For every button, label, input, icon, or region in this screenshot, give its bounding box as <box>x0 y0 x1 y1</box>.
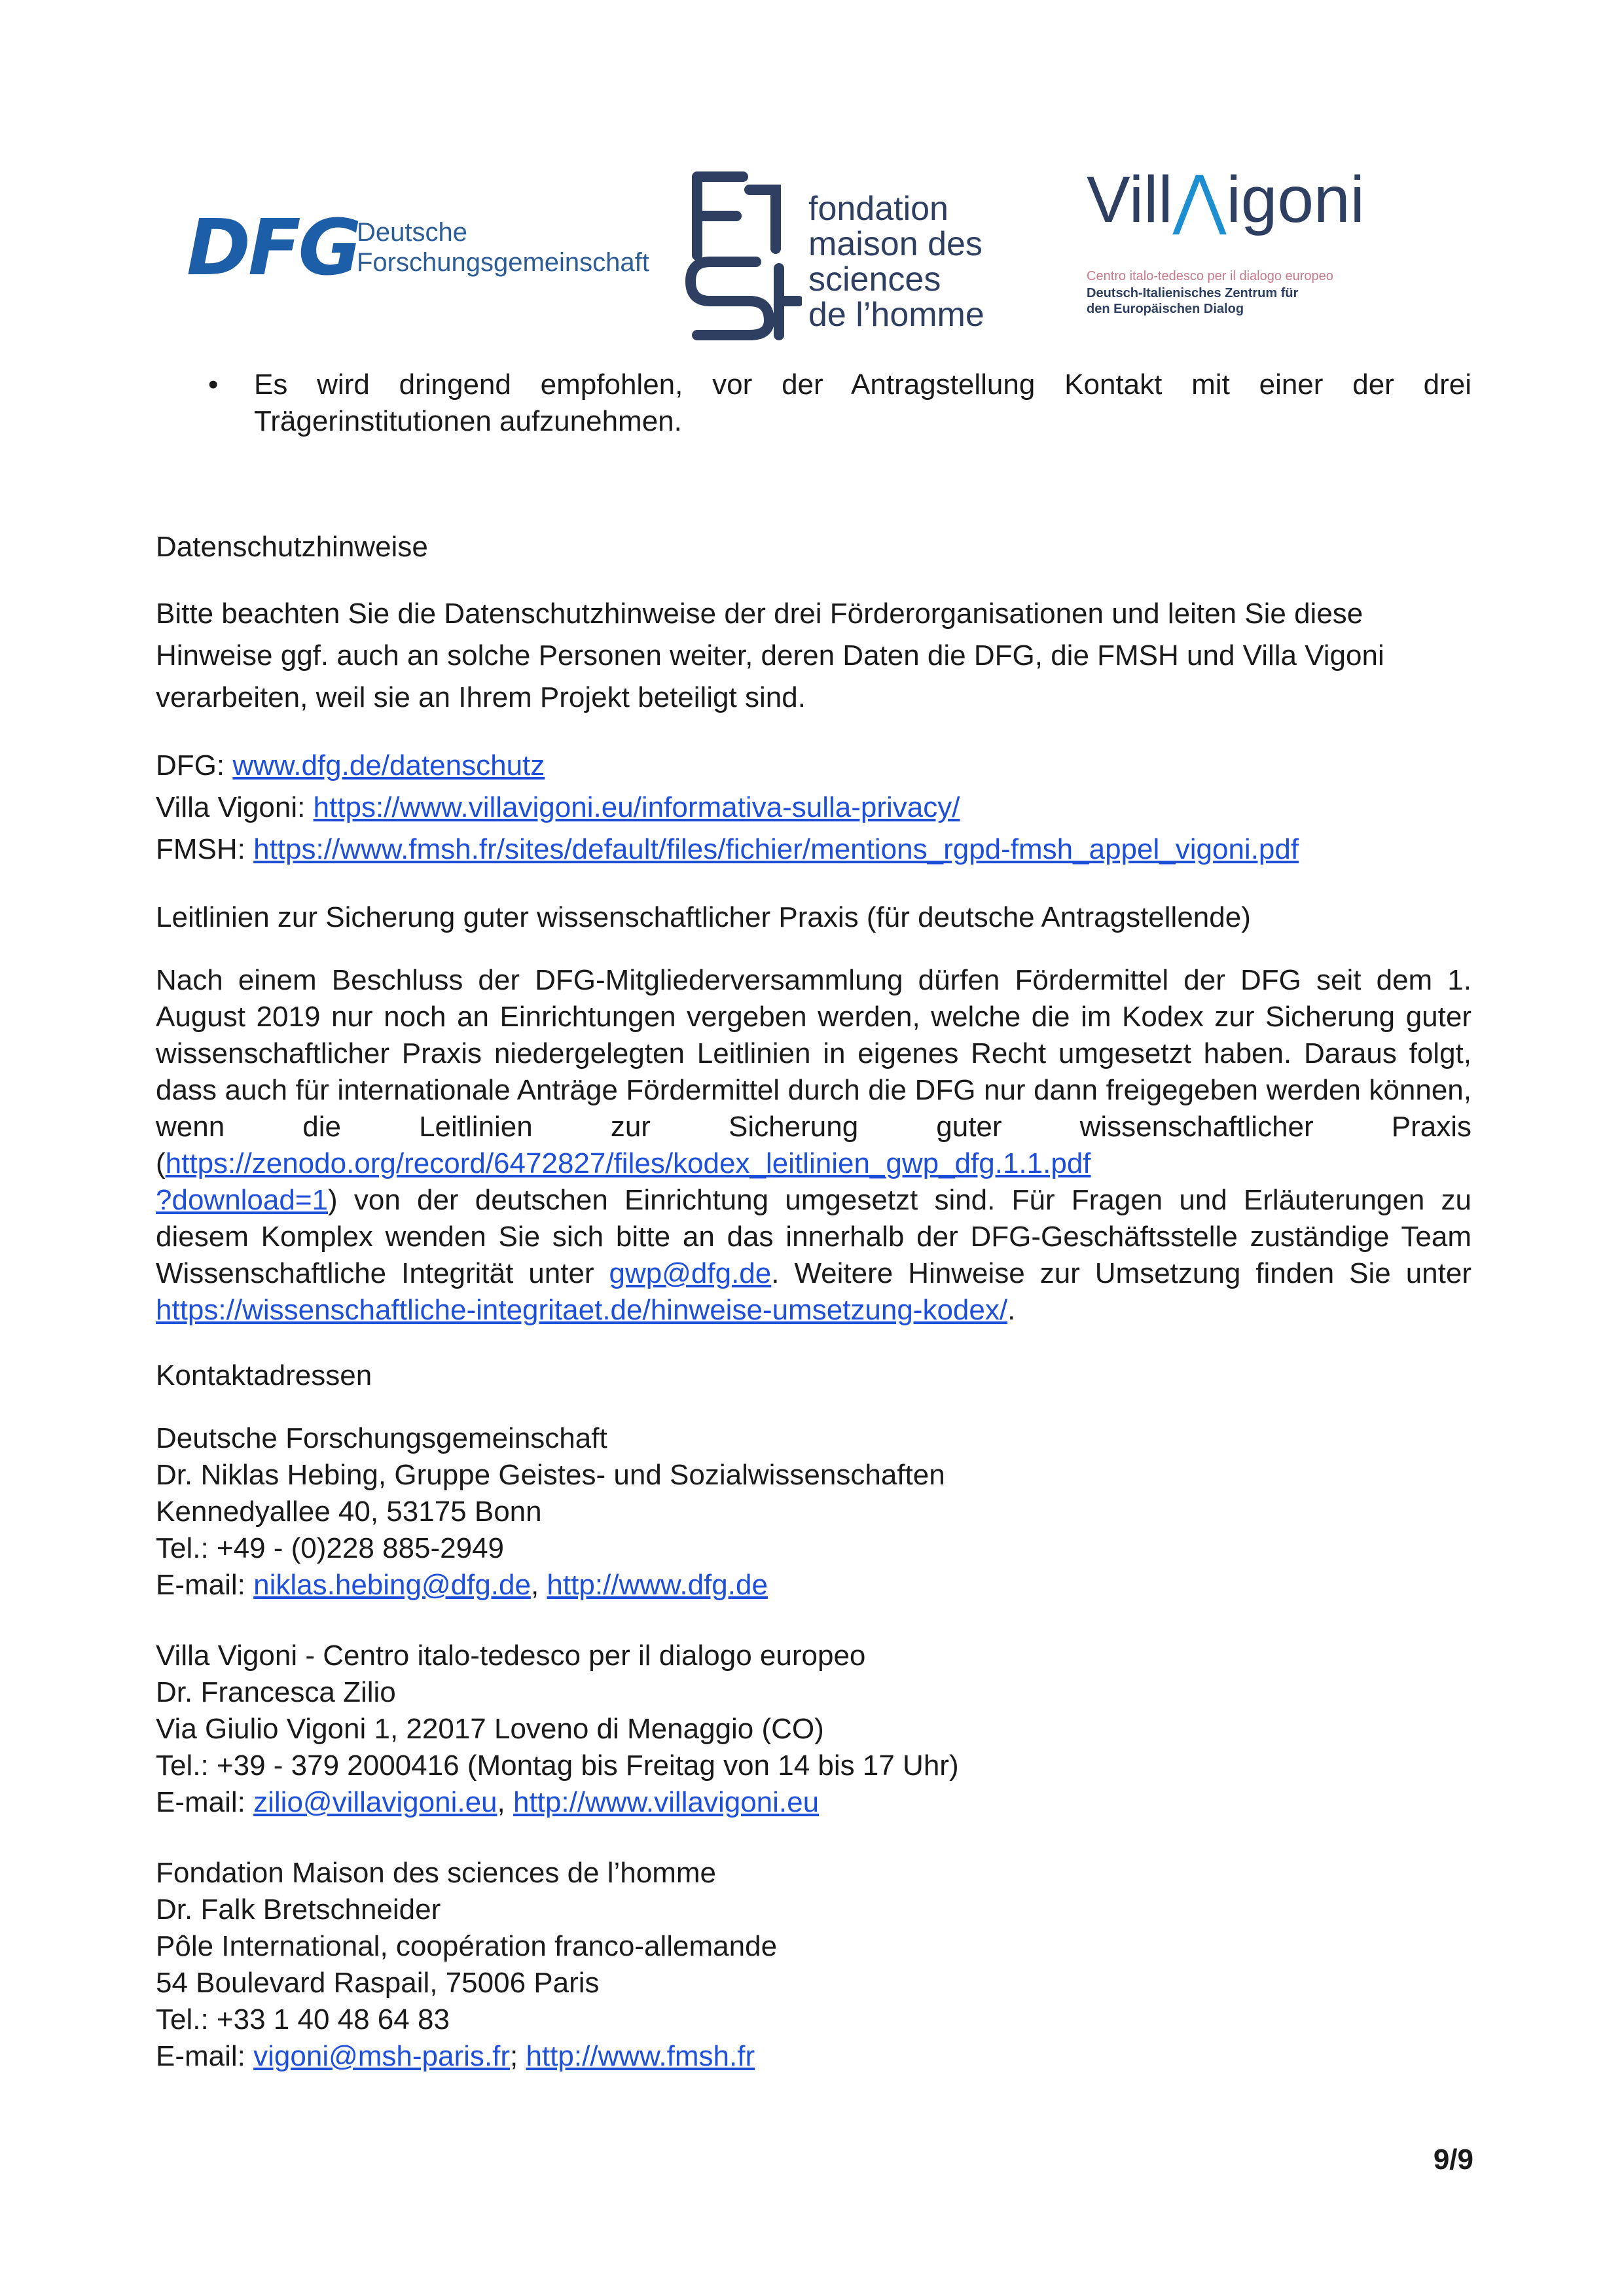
privacy-link-dfg-label: DFG: <box>156 749 233 781</box>
fmsh-logo <box>671 164 1011 347</box>
contact-vv-address: Via Giulio Vigoni 1, 22017 Loveno di Menaggio (CO) <box>156 1713 824 1745</box>
privacy-link-vv-label: Villa Vigoni: <box>156 791 314 823</box>
dfg-logo <box>187 202 649 293</box>
kodex-link-b: ?download=1 <box>156 1184 329 1216</box>
contact-fmsh-tel: Tel.: +33 1 40 48 64 83 <box>156 2003 450 2036</box>
contact-fmsh-email[interactable]: vigoni@msh-paris.fr <box>253 2040 510 2072</box>
contact-dfg-sep: , <box>530 1569 547 1601</box>
contact-fmsh-email-line <box>156 2038 1471 2075</box>
gwp-email-link[interactable]: gwp@dfg.de <box>609 1257 772 1289</box>
contact-dfg <box>156 1420 1471 1604</box>
contact-dfg-org: Deutsche Forschungsgemeinschaft <box>156 1422 607 1454</box>
privacy-link-fmsh <box>156 829 1471 870</box>
integritaet-link[interactable]: https://wissenschaftliche-integritaet.de/hinweise-umsetzung-kodex/ <box>156 1294 1008 1326</box>
privacy-link-vv <box>156 787 1471 829</box>
guidelines-part4: . <box>1007 1294 1016 1326</box>
fmsh-logo-line1: fondation <box>808 190 948 228</box>
privacy-heading: Datenschutzhinweise <box>156 531 428 563</box>
contact-dfg-web[interactable]: http://www.dfg.de <box>547 1569 768 1601</box>
privacy-link-fmsh-url[interactable]: https://www.fmsh.fr/sites/default/files/fichier/mentions_rgpd-fmsh_appel_vigoni.pdf <box>253 833 1299 865</box>
fmsh-logo-line2: maison des <box>808 225 983 263</box>
privacy-link-dfg-url[interactable]: www.dfg.de/datenschutz <box>232 749 545 781</box>
guidelines-part1: Nach einem Beschluss der DFG-Mitgliederversammlung dürfen Fördermittel der DFG seit dem 1. August 2019 nur noch an Einrichtungen vergeben werden, welche die im Kodex zur Sicherung guter wissenschaftlicher Praxis niedergelegten Leitlinien in eigenes Recht umgesetzt haben. Daraus folgt, dass auch für internationale Anträge Fördermittel durch die DFG nur dann freigegeben werden können, wenn die Leitlinien zur Sicherung guter wissenschaftlicher Praxis ( <box>156 964 1471 1179</box>
villa-vigoni-logo <box>1087 164 1427 334</box>
contact-dfg-email-label: E-mail: <box>156 1569 254 1601</box>
contact-fmsh-email-label: E-mail: <box>156 2040 254 2072</box>
privacy-link-fmsh-label: FMSH: <box>156 833 254 865</box>
contact-dfg-email-line <box>156 1567 1471 1604</box>
guidelines-heading: Leitlinien zur Sicherung guter wissenschaftlicher Praxis (für deutsche Antragstellende) <box>156 901 1251 933</box>
document-body <box>156 367 1471 2075</box>
villa-vigoni-logo-title-b: igoni <box>1226 163 1365 236</box>
guidelines-body <box>156 962 1471 1329</box>
dfg-logo-line1: Deutsche <box>357 218 467 247</box>
privacy-links <box>156 745 1471 870</box>
page-number: 9/9 <box>1433 2144 1473 2176</box>
contact-fmsh-person: Dr. Falk Bretschneider <box>156 1893 441 1926</box>
dfg-logo-line2: Forschungsgemeinschaft <box>357 248 649 277</box>
contact-fmsh <box>156 1855 1471 2075</box>
guidelines-part2: ) von der deutschen Einrichtung umgesetzt sind. Für Fragen und Erläuterungen zu diesem Komplex wenden Sie sich bitte an das innerhalb der DFG-Geschäftsstelle zuständige Team Wissenschaftliche Integrität unter <box>156 1184 1471 1289</box>
bullet-icon: • <box>208 368 219 401</box>
fmsh-logo-text <box>808 191 984 332</box>
contact-dfg-email[interactable]: niklas.hebing@dfg.de <box>253 1569 531 1601</box>
privacy-link-dfg <box>156 745 1471 787</box>
guidelines-part3: . Weitere Hinweise zur Umsetzung finden Sie unter <box>771 1257 1471 1289</box>
fmsh-logo-line4: de l’homme <box>808 296 984 334</box>
bullet-item <box>156 367 1471 440</box>
contact-fmsh-address: 54 Boulevard Raspail, 75006 Paris <box>156 1967 600 1999</box>
contacts-heading: Kontaktadressen <box>156 1359 372 1391</box>
contact-vv-org: Villa Vigoni - Centro italo-tedesco per il dialogo europeo <box>156 1640 866 1672</box>
dfg-logo-text <box>357 217 649 278</box>
fmsh-logo-line3: sciences <box>808 260 941 298</box>
villa-vigoni-logo-tagline-it: Centro italo-tedesco per il dialogo europeo <box>1087 269 1333 283</box>
contact-fmsh-sep: ; <box>510 2040 526 2072</box>
contact-vv-email-label: E-mail: <box>156 1786 254 1818</box>
contact-vv-email-line <box>156 1784 1471 1821</box>
bullet-text: Es wird dringend empfohlen, vor der Antragstellung Kontakt mit einer der drei Trägerinstitutionen aufzunehmen. <box>254 368 1471 437</box>
contact-dfg-tel: Tel.: +49 - (0)228 885-2949 <box>156 1532 505 1564</box>
contact-fmsh-web[interactable]: http://www.fmsh.fr <box>526 2040 755 2072</box>
header-logos <box>0 164 1624 347</box>
contact-dfg-person: Dr. Niklas Hebing, Gruppe Geistes- und Sozialwissenschaften <box>156 1459 945 1491</box>
contact-vv <box>156 1638 1471 1821</box>
privacy-body: Bitte beachten Sie die Datenschutzhinweise der drei Förderorganisationen und leiten Sie diese Hinweise ggf. auch an solche Personen weiter, deren Daten die DFG, die FMSH und Villa Vigoni verarbeiten, weil sie an Ihrem Projekt beteiligt sind. <box>156 598 1384 713</box>
contact-vv-sep: , <box>497 1786 513 1818</box>
contact-fmsh-org: Fondation Maison des sciences de l’homme <box>156 1857 717 1889</box>
contact-vv-person: Dr. Francesca Zilio <box>156 1676 396 1708</box>
contact-dfg-address: Kennedyallee 40, 53175 Bonn <box>156 1496 542 1528</box>
villa-vigoni-logo-title-a: Vill <box>1087 163 1173 236</box>
dfg-logo-mark: DFG <box>187 202 359 293</box>
kodex-link-a: https://zenodo.org/record/6472827/files/kodex_leitlinien_gwp_dfg.1.1.pdf <box>165 1147 1091 1179</box>
contact-fmsh-dept: Pôle International, coopération franco-allemande <box>156 1930 778 1962</box>
villa-vigoni-logo-tagline-de2: den Europäischen Dialog <box>1087 302 1244 316</box>
villa-vigoni-logo-title <box>1087 164 1365 236</box>
contact-vv-tel: Tel.: +39 - 379 2000416 (Montag bis Freitag von 14 bis 17 Uhr) <box>156 1749 959 1782</box>
contact-vv-web[interactable]: http://www.villavigoni.eu <box>513 1786 820 1818</box>
villa-vigoni-logo-tagline-de1: Deutsch-Italienisches Zentrum für <box>1087 286 1299 300</box>
villa-vigoni-logo-v-icon: ⋀ <box>1172 163 1227 236</box>
contact-vv-email[interactable]: zilio@villavigoni.eu <box>253 1786 497 1818</box>
villa-vigoni-logo-tagline-de <box>1087 285 1298 317</box>
fmsh-monogram-icon <box>671 164 802 347</box>
privacy-link-vv-url[interactable]: https://www.villavigoni.eu/informativa-sulla-privacy/ <box>313 791 960 823</box>
